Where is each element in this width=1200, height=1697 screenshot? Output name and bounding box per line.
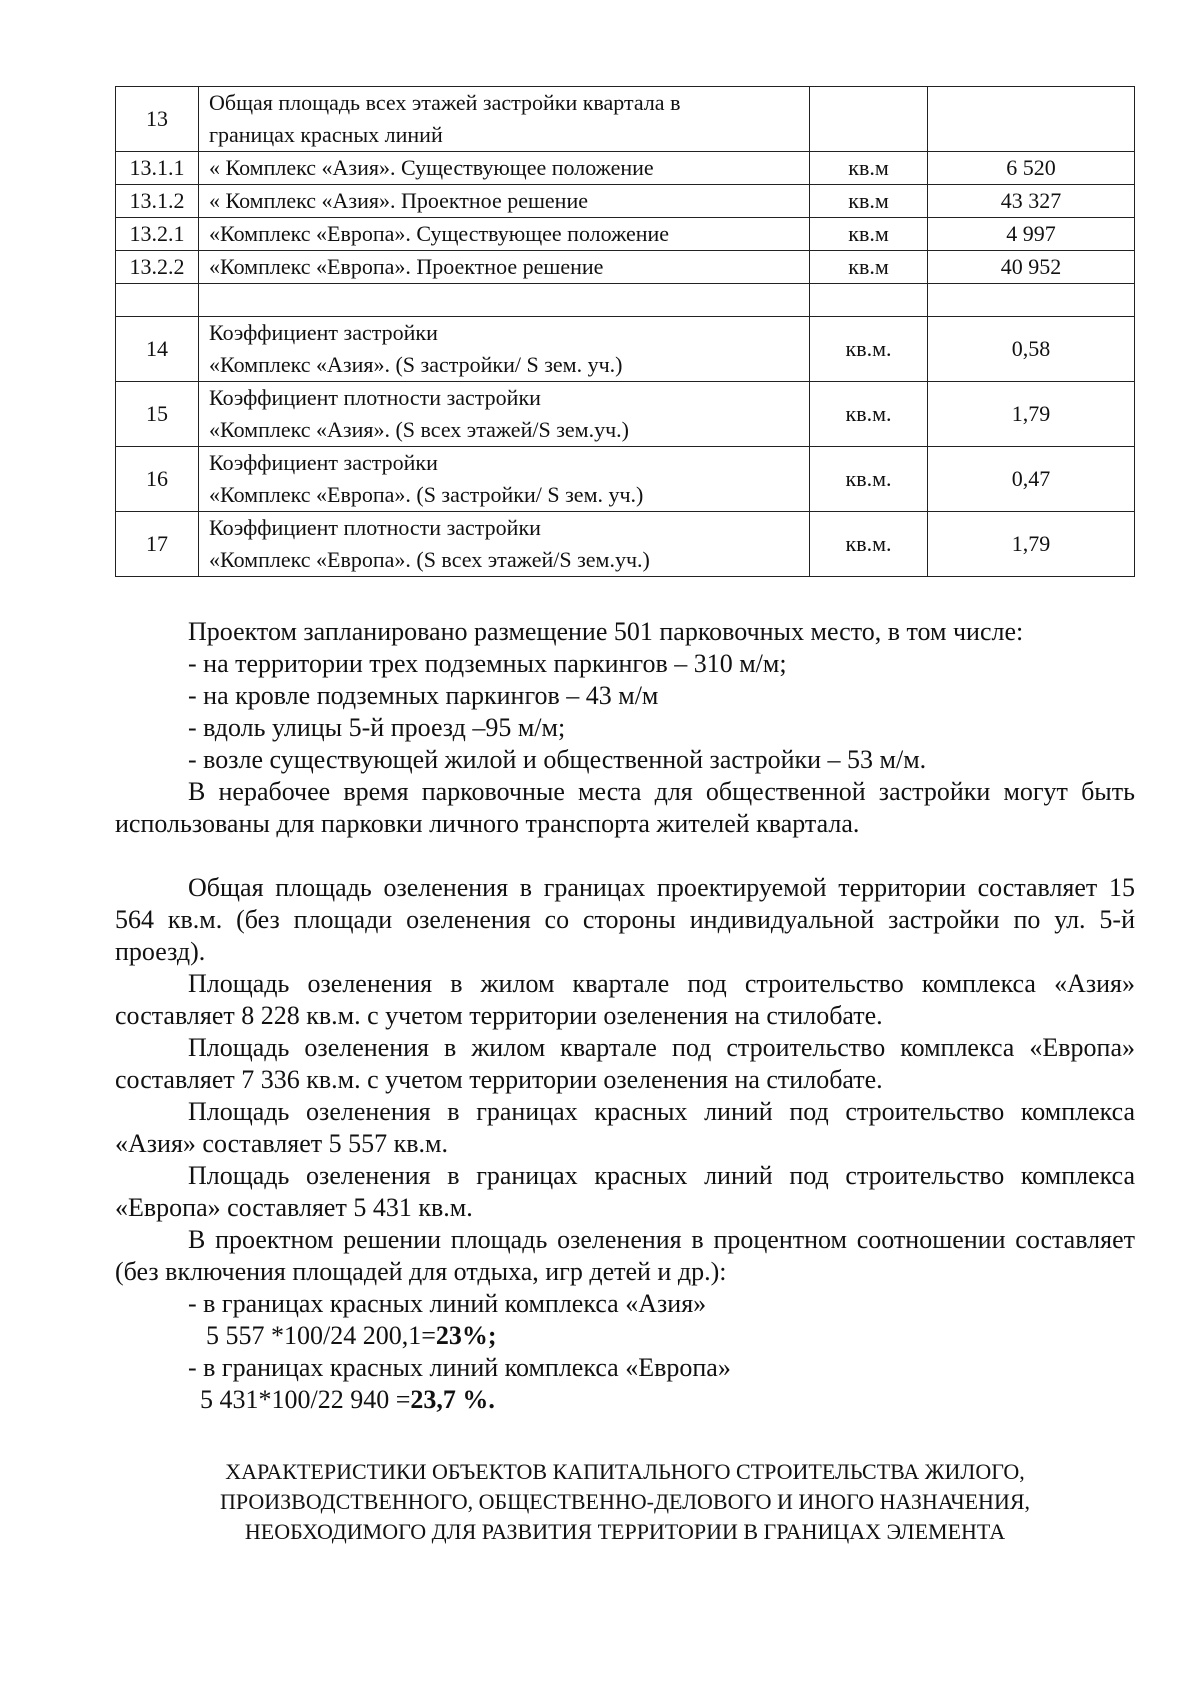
row-name-line: Коэффициент плотности застройки bbox=[209, 515, 541, 540]
row-unit: кв.м. bbox=[810, 447, 928, 512]
row-name-line: «Комплекс «Азия». (S застройки/ S зем. уч.) bbox=[209, 352, 623, 377]
table-row bbox=[116, 447, 1135, 512]
row-name: «Комплекс «Европа». Существующее положение bbox=[199, 218, 810, 251]
europe-percentage-label: - в границах красных линий комплекса «Европа» bbox=[188, 1353, 731, 1382]
row-name-line: Коэффициент плотности застройки bbox=[209, 385, 541, 410]
section-heading-line: ХАРАКТЕРИСТИКИ ОБЪЕКТОВ КАПИТАЛЬНОГО СТРОИТЕЛЬСТВА ЖИЛОГО, bbox=[225, 1459, 1025, 1484]
greening-asia-quarter-paragraph: Площадь озеленения в жилом квартале под строительство комплекса «Азия» составляет 8 228 кв.м. с учетом территории озеленения на стилобате. bbox=[115, 969, 1135, 1030]
europe-formula-text: 5 431*100/22 940 = bbox=[200, 1385, 411, 1414]
asia-formula-result: 23%; bbox=[435, 1321, 497, 1350]
row-name-line: границах красных линий bbox=[209, 122, 443, 147]
row-number: 17 bbox=[116, 512, 199, 577]
row-value: 4 997 bbox=[928, 218, 1135, 251]
row-number: 13 bbox=[116, 87, 199, 152]
row-unit: кв.м. bbox=[810, 512, 928, 577]
row-name-line: Общая площадь всех этажей застройки квартала в bbox=[209, 90, 681, 115]
asia-percentage-formula bbox=[115, 1320, 1135, 1352]
row-value: 0,58 bbox=[928, 317, 1135, 382]
asia-percentage-label: - в границах красных линий комплекса «Азия» bbox=[188, 1289, 707, 1318]
table-row bbox=[116, 185, 1135, 218]
row-name: « Комплекс «Азия». Проектное решение bbox=[199, 185, 810, 218]
table-row bbox=[116, 251, 1135, 284]
table-row bbox=[116, 317, 1135, 382]
row-value bbox=[928, 284, 1135, 317]
row-number: 14 bbox=[116, 317, 199, 382]
row-name bbox=[199, 512, 810, 577]
row-name-line: «Комплекс «Европа». (S всех этажей/S зем.уч.) bbox=[209, 547, 650, 572]
row-value: 40 952 bbox=[928, 251, 1135, 284]
greening-total-paragraph: Общая площадь озеленения в границах проектируемой территории составляет 15 564 кв.м. (без площади озеленения со стороны индивидуальной застройки по ул. 5-й проезд). bbox=[115, 873, 1135, 966]
row-name-line: Коэффициент застройки bbox=[209, 320, 438, 345]
europe-percentage-formula bbox=[115, 1384, 1135, 1416]
parking-item: - на кровле подземных паркингов – 43 м/м bbox=[188, 681, 659, 710]
asia-formula-text: 5 557 *100/24 200,1= bbox=[206, 1321, 436, 1350]
row-value: 1,79 bbox=[928, 382, 1135, 447]
row-name-line: «Комплекс «Европа». (S застройки/ S зем. уч.) bbox=[209, 482, 644, 507]
table-row bbox=[116, 512, 1135, 577]
row-name bbox=[199, 382, 810, 447]
section-heading-line: НЕОБХОДИМОГО ДЛЯ РАЗВИТИЯ ТЕРРИТОРИИ В ГРАНИЦАХ ЭЛЕМЕНТА bbox=[244, 1519, 1006, 1544]
parking-item: - на территории трех подземных паркингов – 310 м/м; bbox=[188, 649, 787, 678]
row-number: 13.2.1 bbox=[116, 218, 199, 251]
greening-percentage-paragraph: В проектном решении площадь озеленения в процентном соотношении составляет (без включения площадей для отдыха, игр детей и др.): bbox=[115, 1225, 1135, 1286]
parking-intro: Проектом запланировано размещение 501 парковочных место, в том числе: bbox=[188, 617, 1024, 646]
row-unit: кв.м bbox=[810, 218, 928, 251]
row-unit: кв.м. bbox=[810, 317, 928, 382]
row-name-line: Коэффициент застройки bbox=[209, 450, 438, 475]
table-row bbox=[116, 87, 1135, 152]
row-value: 0,47 bbox=[928, 447, 1135, 512]
row-number: 15 bbox=[116, 382, 199, 447]
row-unit: кв.м bbox=[810, 152, 928, 185]
row-number: 13.1.2 bbox=[116, 185, 199, 218]
section-heading-line: ПРОИЗВОДСТВЕННОГО, ОБЩЕСТВЕННО-ДЕЛОВОГО И ИНОГО НАЗНАЧЕНИЯ, bbox=[219, 1489, 1031, 1514]
parking-note: В нерабочее время парковочные места для общественной застройки могут быть использованы для парковки личного транспорта жителей квартала. bbox=[115, 777, 1135, 838]
table-row bbox=[116, 152, 1135, 185]
section-heading bbox=[115, 1457, 1135, 1547]
row-number: 13.2.2 bbox=[116, 251, 199, 284]
europe-formula-result: 23,7 %. bbox=[410, 1385, 495, 1414]
row-value: 6 520 bbox=[928, 152, 1135, 185]
row-value: 1,79 bbox=[928, 512, 1135, 577]
greening-section bbox=[115, 872, 1135, 1416]
row-name bbox=[199, 284, 810, 317]
row-number bbox=[116, 284, 199, 317]
row-value bbox=[928, 87, 1135, 152]
parking-item: - вдоль улицы 5-й проезд –95 м/м; bbox=[188, 713, 566, 742]
table-row bbox=[116, 218, 1135, 251]
row-number: 13.1.1 bbox=[116, 152, 199, 185]
row-name: « Комплекс «Азия». Существующее положение bbox=[199, 152, 810, 185]
row-name: «Комплекс «Европа». Проектное решение bbox=[199, 251, 810, 284]
table-row-empty bbox=[116, 284, 1135, 317]
row-name bbox=[199, 317, 810, 382]
row-name bbox=[199, 87, 810, 152]
parking-section bbox=[115, 616, 1135, 840]
row-name-line: «Комплекс «Азия». (S всех этажей/S зем.уч.) bbox=[209, 417, 629, 442]
greening-europe-quarter-paragraph: Площадь озеленения в жилом квартале под строительство комплекса «Европа» составляет 7 336 кв.м. с учетом территории озеленения на стилобате. bbox=[115, 1033, 1135, 1094]
greening-asia-red-lines-paragraph: Площадь озеленения в границах красных линий под строительство комплекса «Азия» составляет 5 557 кв.м. bbox=[115, 1097, 1135, 1158]
indicators-table bbox=[115, 86, 1135, 577]
table-row bbox=[116, 382, 1135, 447]
row-name bbox=[199, 447, 810, 512]
row-unit: кв.м. bbox=[810, 382, 928, 447]
parking-item: - возле существующей жилой и общественной застройки – 53 м/м. bbox=[188, 745, 927, 774]
row-unit bbox=[810, 284, 928, 317]
row-number: 16 bbox=[116, 447, 199, 512]
row-unit bbox=[810, 87, 928, 152]
row-value: 43 327 bbox=[928, 185, 1135, 218]
row-unit: кв.м bbox=[810, 251, 928, 284]
greening-europe-red-lines-paragraph: Площадь озеленения в границах красных линий под строительство комплекса «Европа» составляет 5 431 кв.м. bbox=[115, 1161, 1135, 1222]
row-unit: кв.м bbox=[810, 185, 928, 218]
